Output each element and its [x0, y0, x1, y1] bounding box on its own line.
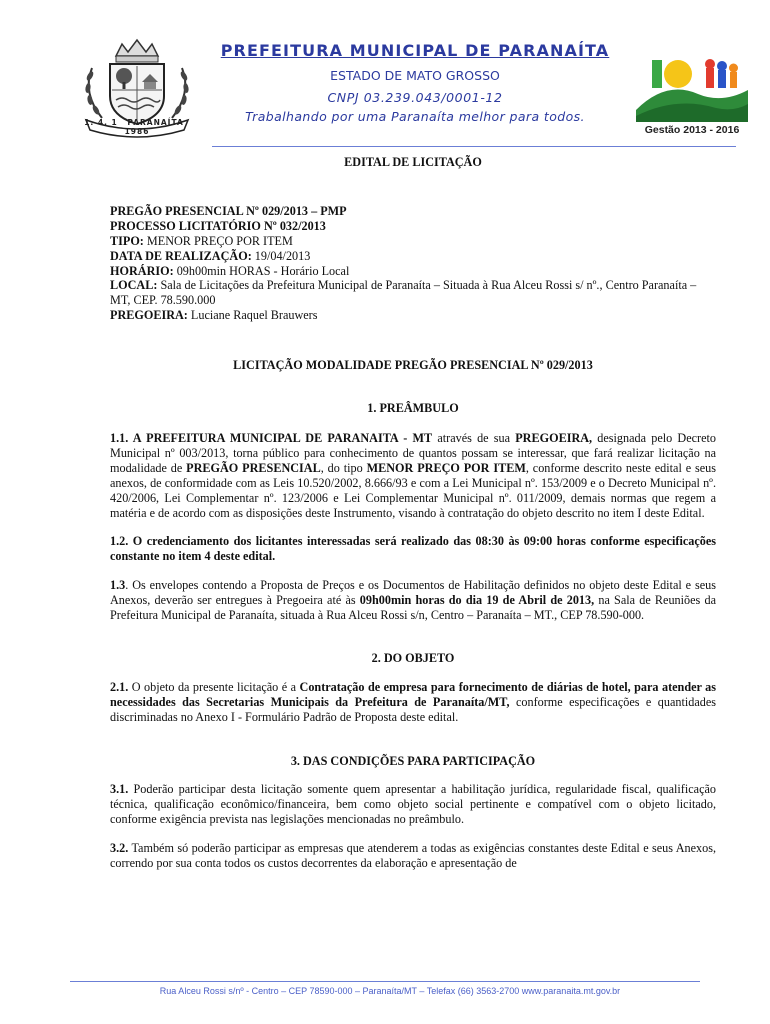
tipo-label: TIPO: [110, 233, 144, 248]
crest-ribbon [72, 118, 202, 136]
data-value: 19/04/2013 [254, 248, 311, 263]
p11-f: , do tipo [320, 460, 367, 475]
cnpj-number: CNPJ 03.239.043/0001-12 [327, 90, 503, 105]
tipo-line [110, 234, 716, 249]
p11-h: , conforme descrito neste edital e seus anexos, de conformidade com as Leis 10.520/2002, 8.666/93 e com a Lei Municipal nº. 153/2009 e o Decreto Municipal nº. 420/2006, Lei Complementar nº. 123/2006 e Lei Complementar Municipal nº. 011/2009, demais normas que regem a matéria e de acordo com as disposições deste Instrumento, visando à contratação do objeto descrito no item I deste Edital. [110, 460, 717, 520]
p13-b: . Os envelopes contendo a Proposta de Preços e os Documentos de Habilitação definidos no objeto deste Edital e seus Anexos, deverão ser entregues à Pregoeira até às [110, 578, 716, 608]
p31-a: 3.1. [110, 782, 129, 797]
edital-title: EDITAL DE LICITAÇÃO [344, 155, 482, 169]
pregao-number: PREGÃO PRESENCIAL Nº 029/2013 – PMP [110, 203, 347, 218]
p21-b: O objeto da presente licitação é a [128, 679, 300, 694]
municipality-title: PREFEITURA MUNICIPAL DE PARANAÍTA [220, 41, 610, 60]
p13-a: 1.3 [110, 578, 126, 593]
p32-a: 3.2. [110, 841, 129, 856]
p11-g: MENOR PREÇO POR ITEM [366, 460, 526, 475]
footer-address: Rua Alceu Rossi s/nº - Centro – CEP 78590-000 – Paranaíta/MT – Telefax (66) 3563-2700 www.paranaita.mt.gov.br [159, 986, 621, 996]
pregoeira-label: PREGOEIRA: [110, 308, 188, 323]
p21-a: 2.1. [110, 679, 129, 694]
p11-c: PREGOEIRA, [515, 430, 593, 445]
horario-line [110, 264, 716, 279]
local-line [110, 278, 716, 308]
horario-label: HORÁRIO: [110, 263, 174, 278]
p32-b: Também só poderão participar as empresas que atenderem a todas as exigências constantes deste Edital e seus Anexos, correndo por sua conta todos os custos decorrentes da elaboração e apresentação de [110, 841, 716, 871]
paragraph-3-2 [110, 841, 716, 871]
horario-value: 09h00min HORAS - Horário Local [176, 263, 350, 278]
data-label: DATA DE REALIZAÇÃO: [110, 248, 252, 263]
gestao-hills-icon [636, 50, 748, 122]
document-body [110, 155, 716, 871]
tipo-value: MENOR PREÇO POR ITEM [146, 233, 293, 248]
paragraph-1-3 [110, 578, 716, 623]
paragraph-1-2: 1.2. O credenciamento dos licitantes interessadas será realizado das 08:30 às 09:00 horas conforme especificações constante no item 4 deste edital. [110, 534, 716, 564]
data-line [110, 249, 716, 264]
p31-b: Poderão participar desta licitação somente quem apresentar a habilitação jurídica, regularidade fiscal, qualificação técnica, qualificação econômico/financeira, bem como objeto social pertinente e compatível com o objeto licitado, conforme exigência prevista nas legislações mencionadas no preâmbulo. [110, 782, 716, 827]
crest-year-right: 1986 [124, 127, 150, 136]
section-1-title: 1. PREÂMBULO [367, 401, 459, 416]
p21-d: conforme especificações e quantidades discriminadas no Anexo I - Formulário Padrão de Proposta deste edital. [110, 694, 716, 724]
letterhead [0, 0, 770, 150]
modalidade-title: LICITAÇÃO MODALIDADE PREGÃO PRESENCIAL Nº 029/2013 [233, 358, 593, 373]
gestao-label: Gestão 2013 - 2016 [644, 124, 740, 136]
p13-d: na Sala de Reuniões da Prefeitura Municipal de Paranaíta, situada à Rua Alceu Rossi s/n, Centro – Paranaíta – MT., CEP 78.590-000. [110, 593, 716, 623]
section-2-title: 2. DO OBJETO [371, 650, 455, 665]
p11-d: designada pelo Decreto Municipal nº 003/2013, torna público para conhecimento de quantos possam se interessar, que fará realizar licitação na modalidade de [110, 430, 716, 475]
paragraph-3-1 [110, 782, 716, 827]
letterhead-text [200, 40, 630, 125]
p21-c: Contratação de empresa para fornecimento de diárias de hotel, para atender as necessidades das Secretarias Municipais da Prefeitura de Paranaíta/MT, [110, 679, 717, 709]
local-value: Sala de Licitações da Prefeitura Municipal de Paranaíta – Situada à Rua Alceu Rossi s/ nº., Centro Paranaíta – MT, CEP. 78.590.000 [110, 278, 697, 308]
p11-a: 1.1. A PREFEITURA MUNICIPAL DE PARANAITA - MT [110, 430, 433, 445]
pregoeira-line [110, 308, 716, 323]
gestao-logo [636, 50, 748, 136]
p11-b: através de sua [432, 430, 516, 445]
local-label: LOCAL: [110, 278, 158, 293]
footer-divider [70, 981, 700, 982]
motto: Trabalhando por uma Paranaíta melhor para todos. [245, 109, 585, 124]
section-3-title: 3. DAS CONDIÇÕES PARA PARTICIPAÇÃO [290, 753, 536, 768]
paragraph-1-1 [110, 431, 716, 520]
p13-c: 09h00min horas do dia 19 de Abril de 2013, [359, 593, 595, 608]
crest-ribbon-text: PARANAÍTA [127, 118, 184, 127]
pregoeira-value: Luciane Raquel Brauwers [190, 308, 318, 323]
processo-number: PROCESSO LICITATÓRIO Nº 032/2013 [110, 218, 326, 233]
crest-year-left: 1. 4. 1 [84, 118, 118, 127]
state-name: ESTADO DE MATO GROSSO [330, 68, 500, 83]
edital-info-block [110, 204, 716, 323]
header-divider [212, 146, 736, 147]
paragraph-2-1 [110, 680, 716, 725]
p11-e: PREGÃO PRESENCIAL [186, 460, 321, 475]
